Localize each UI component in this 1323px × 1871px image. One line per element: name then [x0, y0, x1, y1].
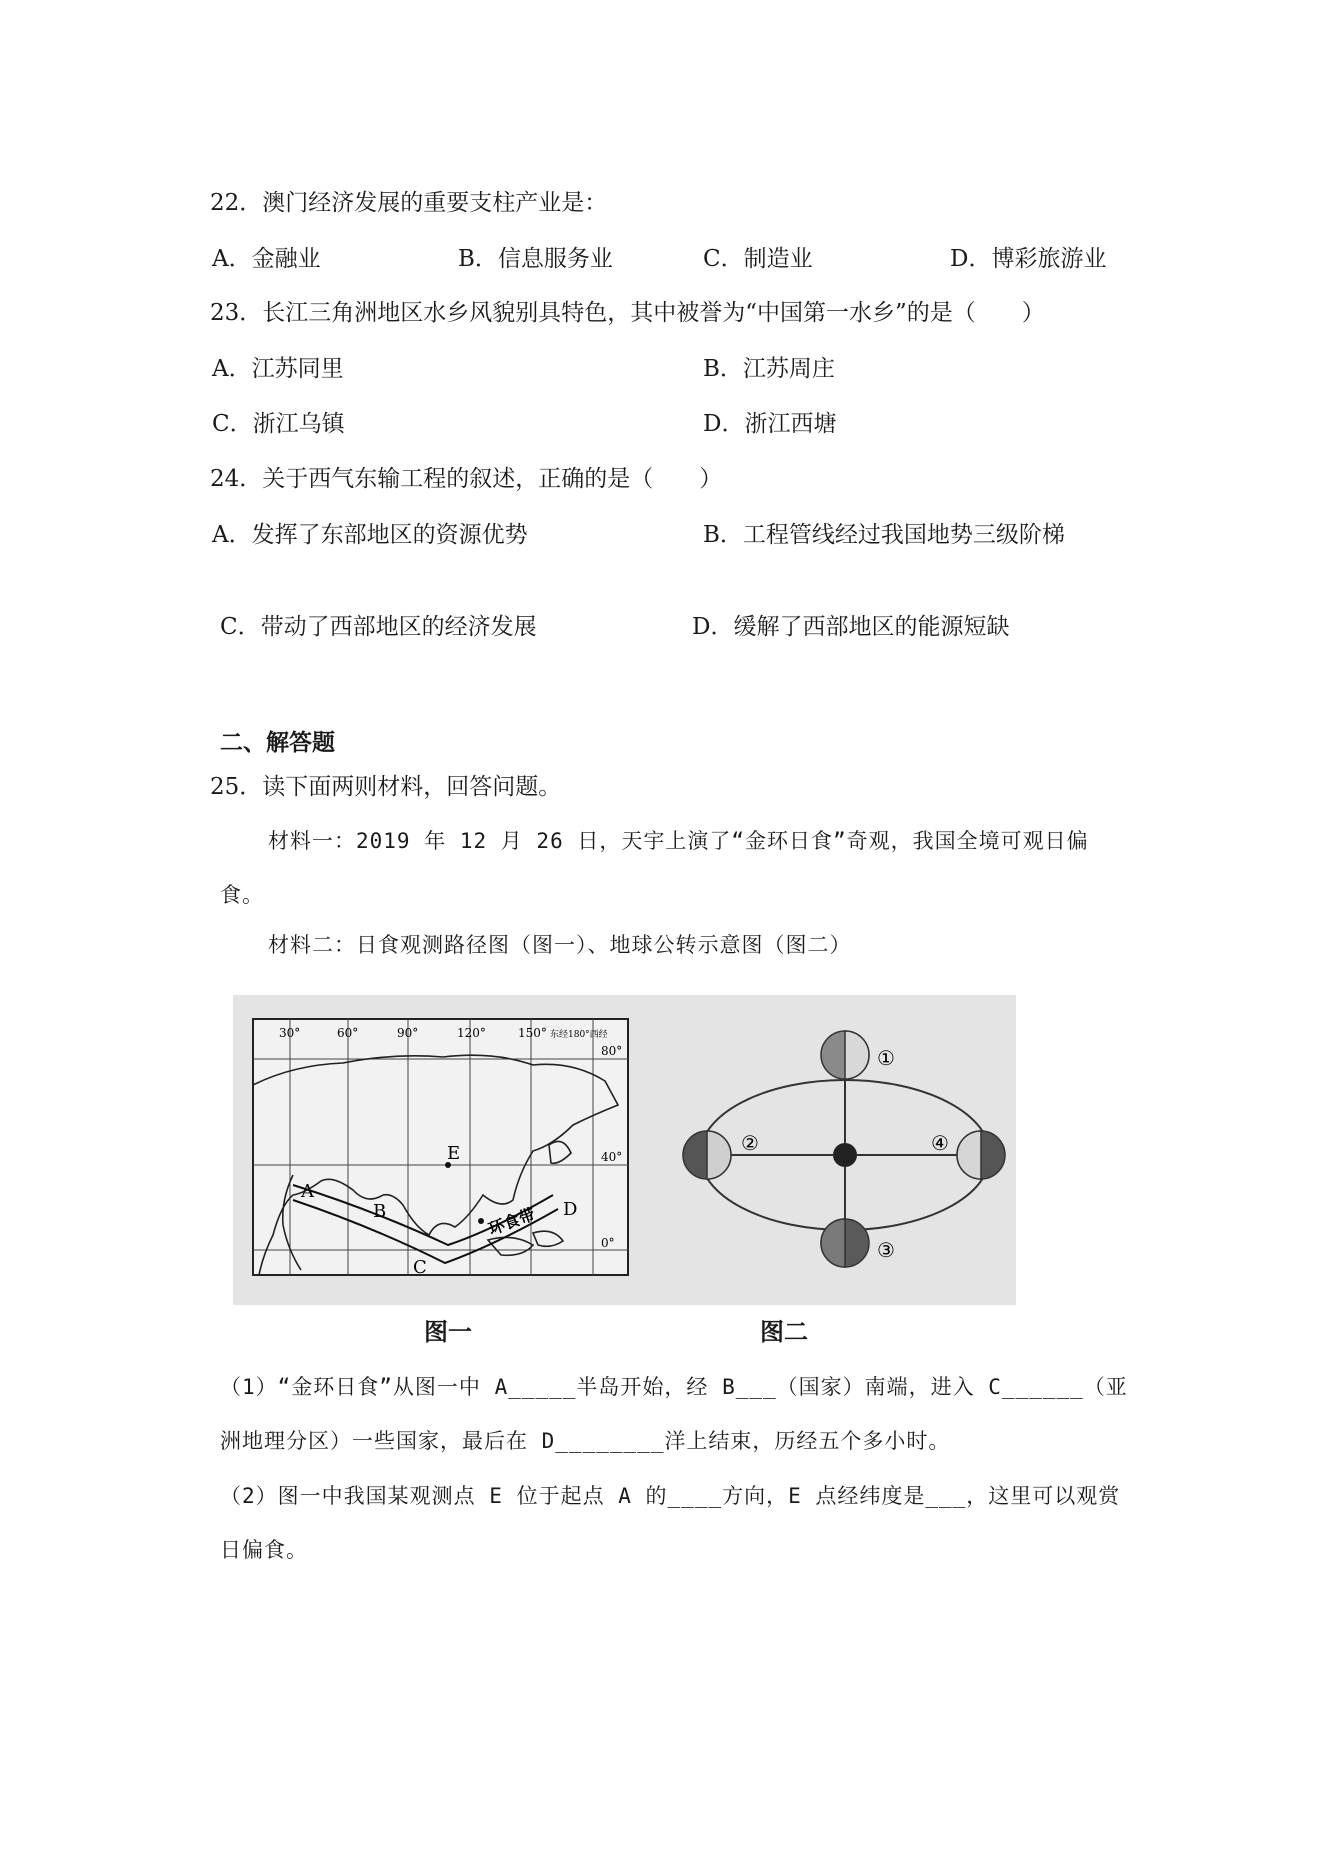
q22-option-d: D．博彩旅游业 [950, 246, 1107, 272]
point-b: B [373, 1201, 387, 1222]
lat-label-0: 0° [601, 1236, 615, 1250]
q23-option-a: A．江苏同里 [212, 356, 344, 382]
q23-option-b: B．江苏周庄 [703, 356, 835, 382]
earth-revolution-diagram [645, 995, 1015, 1305]
q22-option-b: B．信息服务业 [458, 246, 613, 272]
section-heading: 二、解答题 [220, 730, 335, 756]
figure-1-caption: 图一 [424, 1318, 472, 1346]
q22-stem: 22．澳门经济发展的重要支柱产业是： [210, 190, 608, 216]
q24-option-b: B．工程管线经过我国地势三级阶梯 [703, 522, 1065, 548]
lat-label-40: 40° [601, 1150, 623, 1164]
lat-label-80: 80° [601, 1044, 623, 1058]
q23-option-d: D．浙江西塘 [703, 411, 837, 437]
figure-2-caption: 图二 [760, 1318, 808, 1346]
q25-stem: 25．读下面两则材料，回答问题。 [210, 774, 562, 800]
q24-stem: 24．关于西气东输工程的叙述，正确的是（ ） [210, 466, 723, 492]
lon-label-60: 60° [337, 1026, 359, 1040]
q25-sub2: （2）图一中我国某观测点 E 位于起点 A 的____方向，E 点经纬度是___，这里可以观赏 [220, 1484, 1121, 1508]
q24-option-a: A．发挥了东部地区的资源优势 [212, 522, 528, 548]
material-one-cont: 食。 [220, 883, 264, 907]
eclipse-path-map [233, 995, 643, 1305]
q22-option-a: A．金融业 [212, 246, 321, 272]
lon-label-90: 90° [397, 1026, 419, 1040]
q24-option-d: D．缓解了西部地区的能源短缺 [692, 614, 1010, 640]
lon-label-180: 东经180°西经 [550, 1030, 608, 1040]
position-1: ① [877, 1046, 895, 1070]
position-4: ④ [931, 1131, 949, 1155]
q25-sub1-cont: 洲地理分区）一些国家，最后在 D________洋上结束，历经五个多小时。 [220, 1429, 951, 1453]
lon-label-150: 150° [518, 1026, 547, 1040]
lon-label-120: 120° [457, 1026, 486, 1040]
point-d: D [563, 1199, 578, 1220]
point-e: E [447, 1143, 461, 1164]
lon-label-30: 30° [279, 1026, 301, 1040]
figure-scan [233, 995, 1016, 1305]
q23-option-c: C．浙江乌镇 [212, 411, 345, 437]
sun-icon [833, 1143, 857, 1167]
q23-stem: 23．长江三角洲地区水乡风貌别具特色，其中被誉为“中国第一水乡”的是（ ） [210, 300, 1045, 326]
point-c: C [413, 1257, 427, 1278]
position-2: ② [741, 1131, 759, 1155]
point-a: A [301, 1181, 314, 1202]
q24-option-c: C．带动了西部地区的经济发展 [220, 614, 537, 640]
material-two: 材料二：日食观测路径图（图一）、地球公转示意图（图二） [268, 933, 852, 957]
position-3: ③ [877, 1238, 895, 1262]
q22-option-c: C．制造业 [703, 246, 813, 272]
material-one: 材料一：2019 年 12 月 26 日，天宇上演了“金环日食”奇观，我国全境可观日偏 [268, 829, 1089, 853]
q25-sub1: （1）“金环日食”从图一中 A_____半岛开始，经 B___（国家）南端，进入 C______（亚 [220, 1375, 1128, 1399]
annular-band-label: 环食带 [485, 1204, 538, 1239]
q25-sub2-cont: 日偏食。 [220, 1538, 308, 1562]
